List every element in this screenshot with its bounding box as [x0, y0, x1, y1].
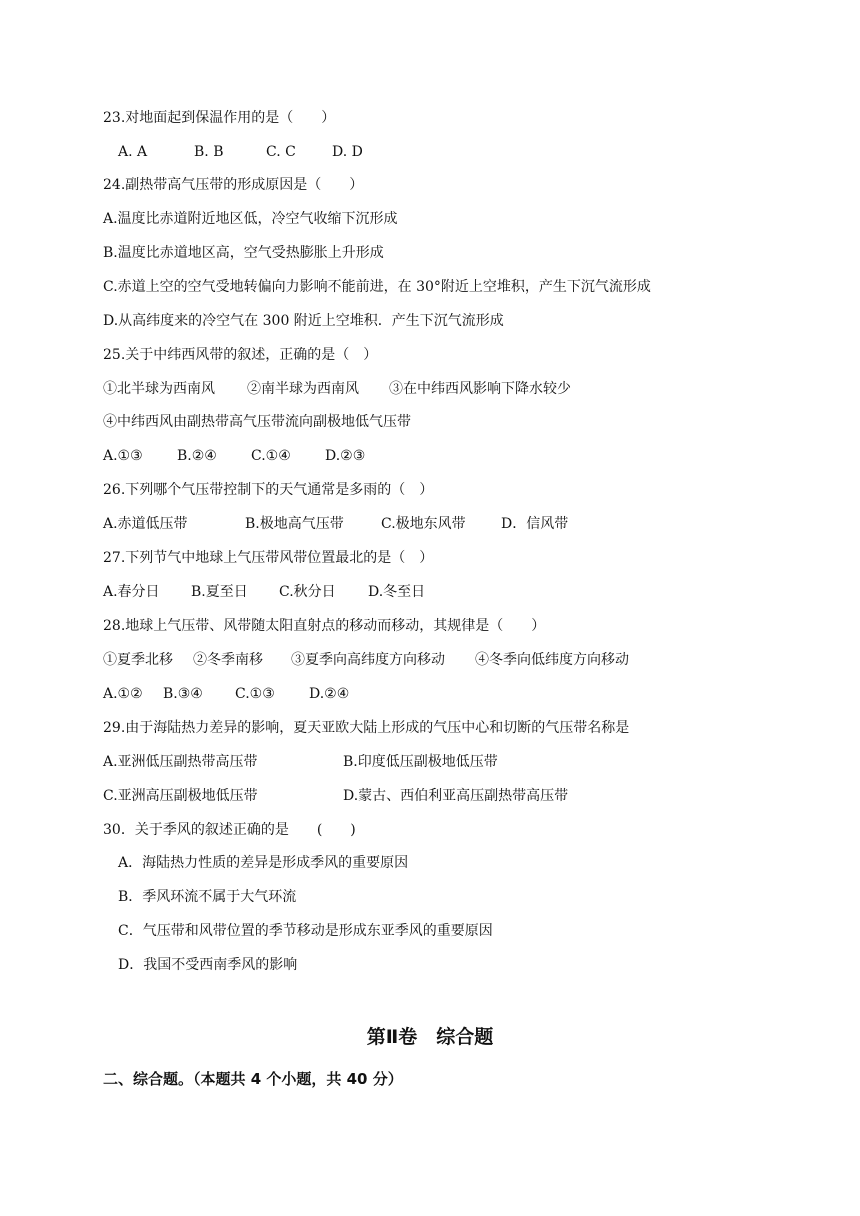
statement-2: ②南半球为西南风	[247, 381, 359, 397]
option-d: D．信风带	[501, 516, 569, 532]
option-b: B.夏至日	[191, 584, 248, 600]
option-b: B.极地高气压带	[245, 516, 344, 532]
question-29-options-row-1	[103, 750, 498, 774]
option-b: B. B	[194, 144, 224, 160]
question-24-option-c: C.赤道上空的空气受地转偏向力影响不能前进，在 30°附近上空堆积，产生下沉气流形成	[103, 279, 651, 295]
option-a: A. A	[118, 144, 148, 160]
question-26-stem: 26.下列哪个气压带控制下的天气通常是多雨的（ ）	[103, 482, 434, 498]
question-27-stem: 27.下列节气中地球上气压带风带位置最北的是（ ）	[103, 550, 434, 566]
question-30-option-c: C．气压带和风带位置的季节移动是形成东亚季风的重要原因	[118, 923, 493, 939]
option-a: A.①③	[103, 448, 143, 464]
option-d: D.冬至日	[368, 584, 426, 600]
question-30-option-a: A．海陆热力性质的差异是形成季风的重要原因	[118, 855, 409, 871]
option-b: B.③④	[163, 686, 203, 702]
question-28-statements	[103, 648, 629, 672]
question-25-statements	[103, 377, 571, 401]
statement-1: ①北半球为西南风	[103, 381, 215, 397]
option-a: A.亚洲低压副热带高压带	[103, 754, 258, 770]
question-29-stem: 29.由于海陆热力差异的影响，夏天亚欧大陆上形成的气压中心和切断的气压带名称是	[103, 720, 630, 736]
question-28-options	[103, 682, 349, 706]
option-a: A.春分日	[103, 584, 160, 600]
statement-3: ③在中纬西风影响下降水较少	[389, 381, 571, 397]
option-b: B.②④	[177, 448, 217, 464]
option-a: A.赤道低压带	[103, 516, 188, 532]
question-24-option-d: D.从高纬度来的冷空气在 300 附近上空堆积．产生下沉气流形成	[103, 313, 504, 329]
question-28-stem: 28.地球上气压带、风带随太阳直射点的移动而移动，其规律是（ ）	[103, 618, 546, 634]
option-b: B.印度低压副极地低压带	[343, 754, 498, 770]
option-d: D.②③	[325, 448, 366, 464]
section-2-heading: 二、综合题。（本题共 4 个小题，共 40 分）	[103, 1070, 403, 1088]
part-2-title: 第Ⅱ卷 综合题	[366, 1026, 494, 1048]
option-c: C.极地东风带	[381, 516, 466, 532]
question-30-option-b: B．季风环流不属于大气环流	[118, 889, 297, 905]
statement-2: ②冬季南移	[193, 652, 263, 668]
question-30-stem: 30．关于季风的叙述正确的是 ( )	[103, 822, 356, 838]
question-25-stem: 25.关于中纬西风带的叙述，正确的是（ ）	[103, 347, 378, 363]
question-23-stem: 23.对地面起到保温作用的是（ ）	[103, 110, 336, 126]
question-26-options	[103, 512, 568, 536]
option-d: D.②④	[309, 686, 350, 702]
option-d: D.蒙古、西伯利亚高压副热带高压带	[343, 788, 569, 804]
option-d: D. D	[332, 144, 363, 160]
option-a: A.①②	[103, 686, 143, 702]
option-c: C.①④	[251, 448, 291, 464]
question-24-option-b: B.温度比赤道地区高，空气受热膨胀上升形成	[103, 245, 384, 261]
question-25-statement-4: ④中纬西风由副热带高气压带流向副极地低气压带	[103, 414, 411, 430]
option-c: C. C	[266, 144, 296, 160]
option-c: C.①③	[235, 686, 275, 702]
question-25-options	[103, 444, 365, 468]
question-29-options-row-2	[103, 784, 568, 808]
statement-4: ④冬季向低纬度方向移动	[475, 652, 629, 668]
question-23-options	[118, 140, 363, 164]
statement-3: ③夏季向高纬度方向移动	[291, 652, 445, 668]
question-27-options	[103, 580, 425, 604]
question-24-option-a: A.温度比赤道附近地区低，冷空气收缩下沉形成	[103, 211, 398, 227]
question-30-option-d: D．我国不受西南季风的影响	[118, 957, 298, 973]
option-c: C.亚洲高压副极地低压带	[103, 788, 258, 804]
option-c: C.秋分日	[279, 584, 336, 600]
statement-1: ①夏季北移	[103, 652, 173, 668]
question-24-stem: 24.副热带高气压带的形成原因是（ ）	[103, 177, 364, 193]
